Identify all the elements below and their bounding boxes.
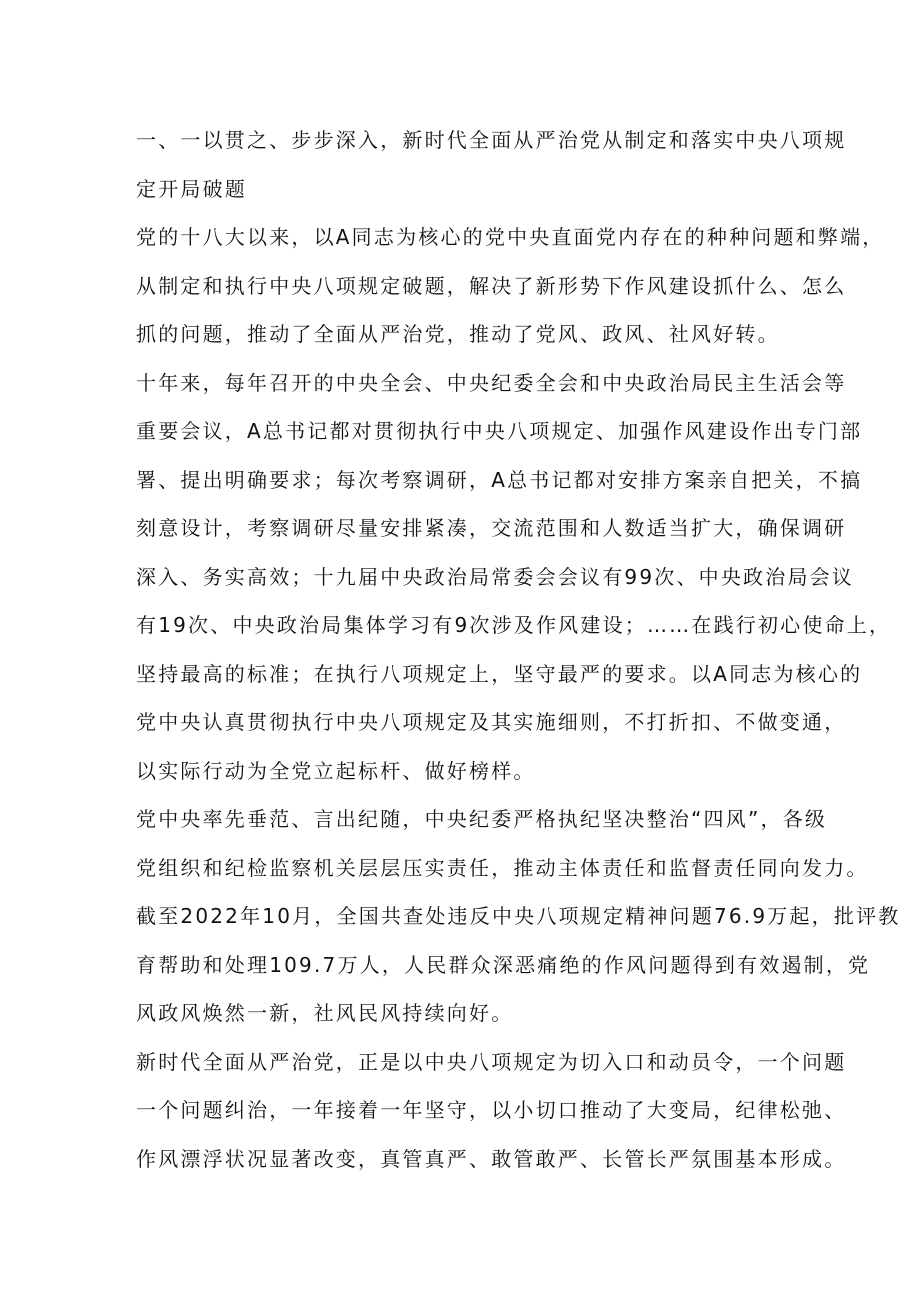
text-line: 重要会议，A总书记都对贯彻执行中央八项规定、加强作风建设作出专门部 bbox=[136, 419, 863, 443]
paragraph-2 bbox=[136, 359, 892, 796]
text-line: 十年来，每年召开的中央全会、中央纪委全会和中央政治局民主生活会等 bbox=[136, 370, 847, 395]
text-line: 署、提出明确要求；每次考察调研，A总书记都对安排方案亲自把关，不搞 bbox=[136, 467, 863, 492]
heading-line: 定开局破题 bbox=[136, 176, 247, 201]
text-line: 从制定和执行中央八项规定破题，解决了新形势下作风建设抓什么、怎么 bbox=[136, 273, 847, 298]
heading-line: 一、一以贯之、步步深入，新时代全面从严治党从制定和落实中央八项规 bbox=[136, 128, 847, 152]
text-line: 截至2022年10月，全国共查处违反中央八项规定精神问题76.9万起，批评教 bbox=[136, 904, 901, 928]
text-line: 党的十八大以来，以A同志为核心的党中央直面党内存在的种种问题和弊端， bbox=[136, 225, 885, 249]
document-body bbox=[136, 116, 901, 1183]
text-line: 抓的问题，推动了全面从严治党，推动了党风、政风、社风好转。 bbox=[136, 322, 780, 346]
section-heading bbox=[136, 116, 847, 213]
paragraph-3 bbox=[136, 795, 901, 1038]
text-line: 坚持最高的标准；在执行八项规定上，坚守最严的要求。以A同志为核心的 bbox=[136, 661, 863, 686]
text-line: 育帮助和处理109.7万人，人民群众深恶痛绝的作风问题得到有效遏制，党 bbox=[136, 952, 871, 977]
text-line: 深入、务实高效；十九届中央政治局常委会会议有99次、中央政治局会议 bbox=[136, 564, 855, 589]
paragraph-1 bbox=[136, 213, 885, 359]
text-line: 一个问题纠治，一年接着一年坚守，以小切口推动了大变局，纪律松弛、 bbox=[136, 1098, 847, 1122]
text-line: 风政风焕然一新，社风民风持续向好。 bbox=[136, 1001, 514, 1025]
text-line: 党中央率先垂范、言出纪随，中央纪委严格执纪坚决整治“四风”，各级 bbox=[136, 807, 828, 831]
text-line: 有19次、中央政治局集体学习有9次涉及作风建设；……在践行初心使命上， bbox=[136, 613, 892, 637]
text-line: 刻意设计，考察调研尽量安排紧凑，交流范围和人数适当扩大，确保调研 bbox=[136, 516, 847, 540]
text-line: 新时代全面从严治党，正是以中央八项规定为切入口和动员令，一个问题 bbox=[136, 1049, 847, 1074]
text-line: 作风漂浮状况显著改变，真管真严、敢管敢严、长管长严氛围基本形成。 bbox=[136, 1146, 847, 1171]
paragraph-4 bbox=[136, 1038, 847, 1184]
text-line: 党组织和纪检监察机关层层压实责任，推动主体责任和监督责任同向发力。 bbox=[136, 855, 869, 880]
text-line: 以实际行动为全党立起标杆、做好榜样。 bbox=[136, 758, 536, 783]
text-line: 党中央认真贯彻执行中央八项规定及其实施细则，不打折扣、不做变通， bbox=[136, 710, 847, 734]
